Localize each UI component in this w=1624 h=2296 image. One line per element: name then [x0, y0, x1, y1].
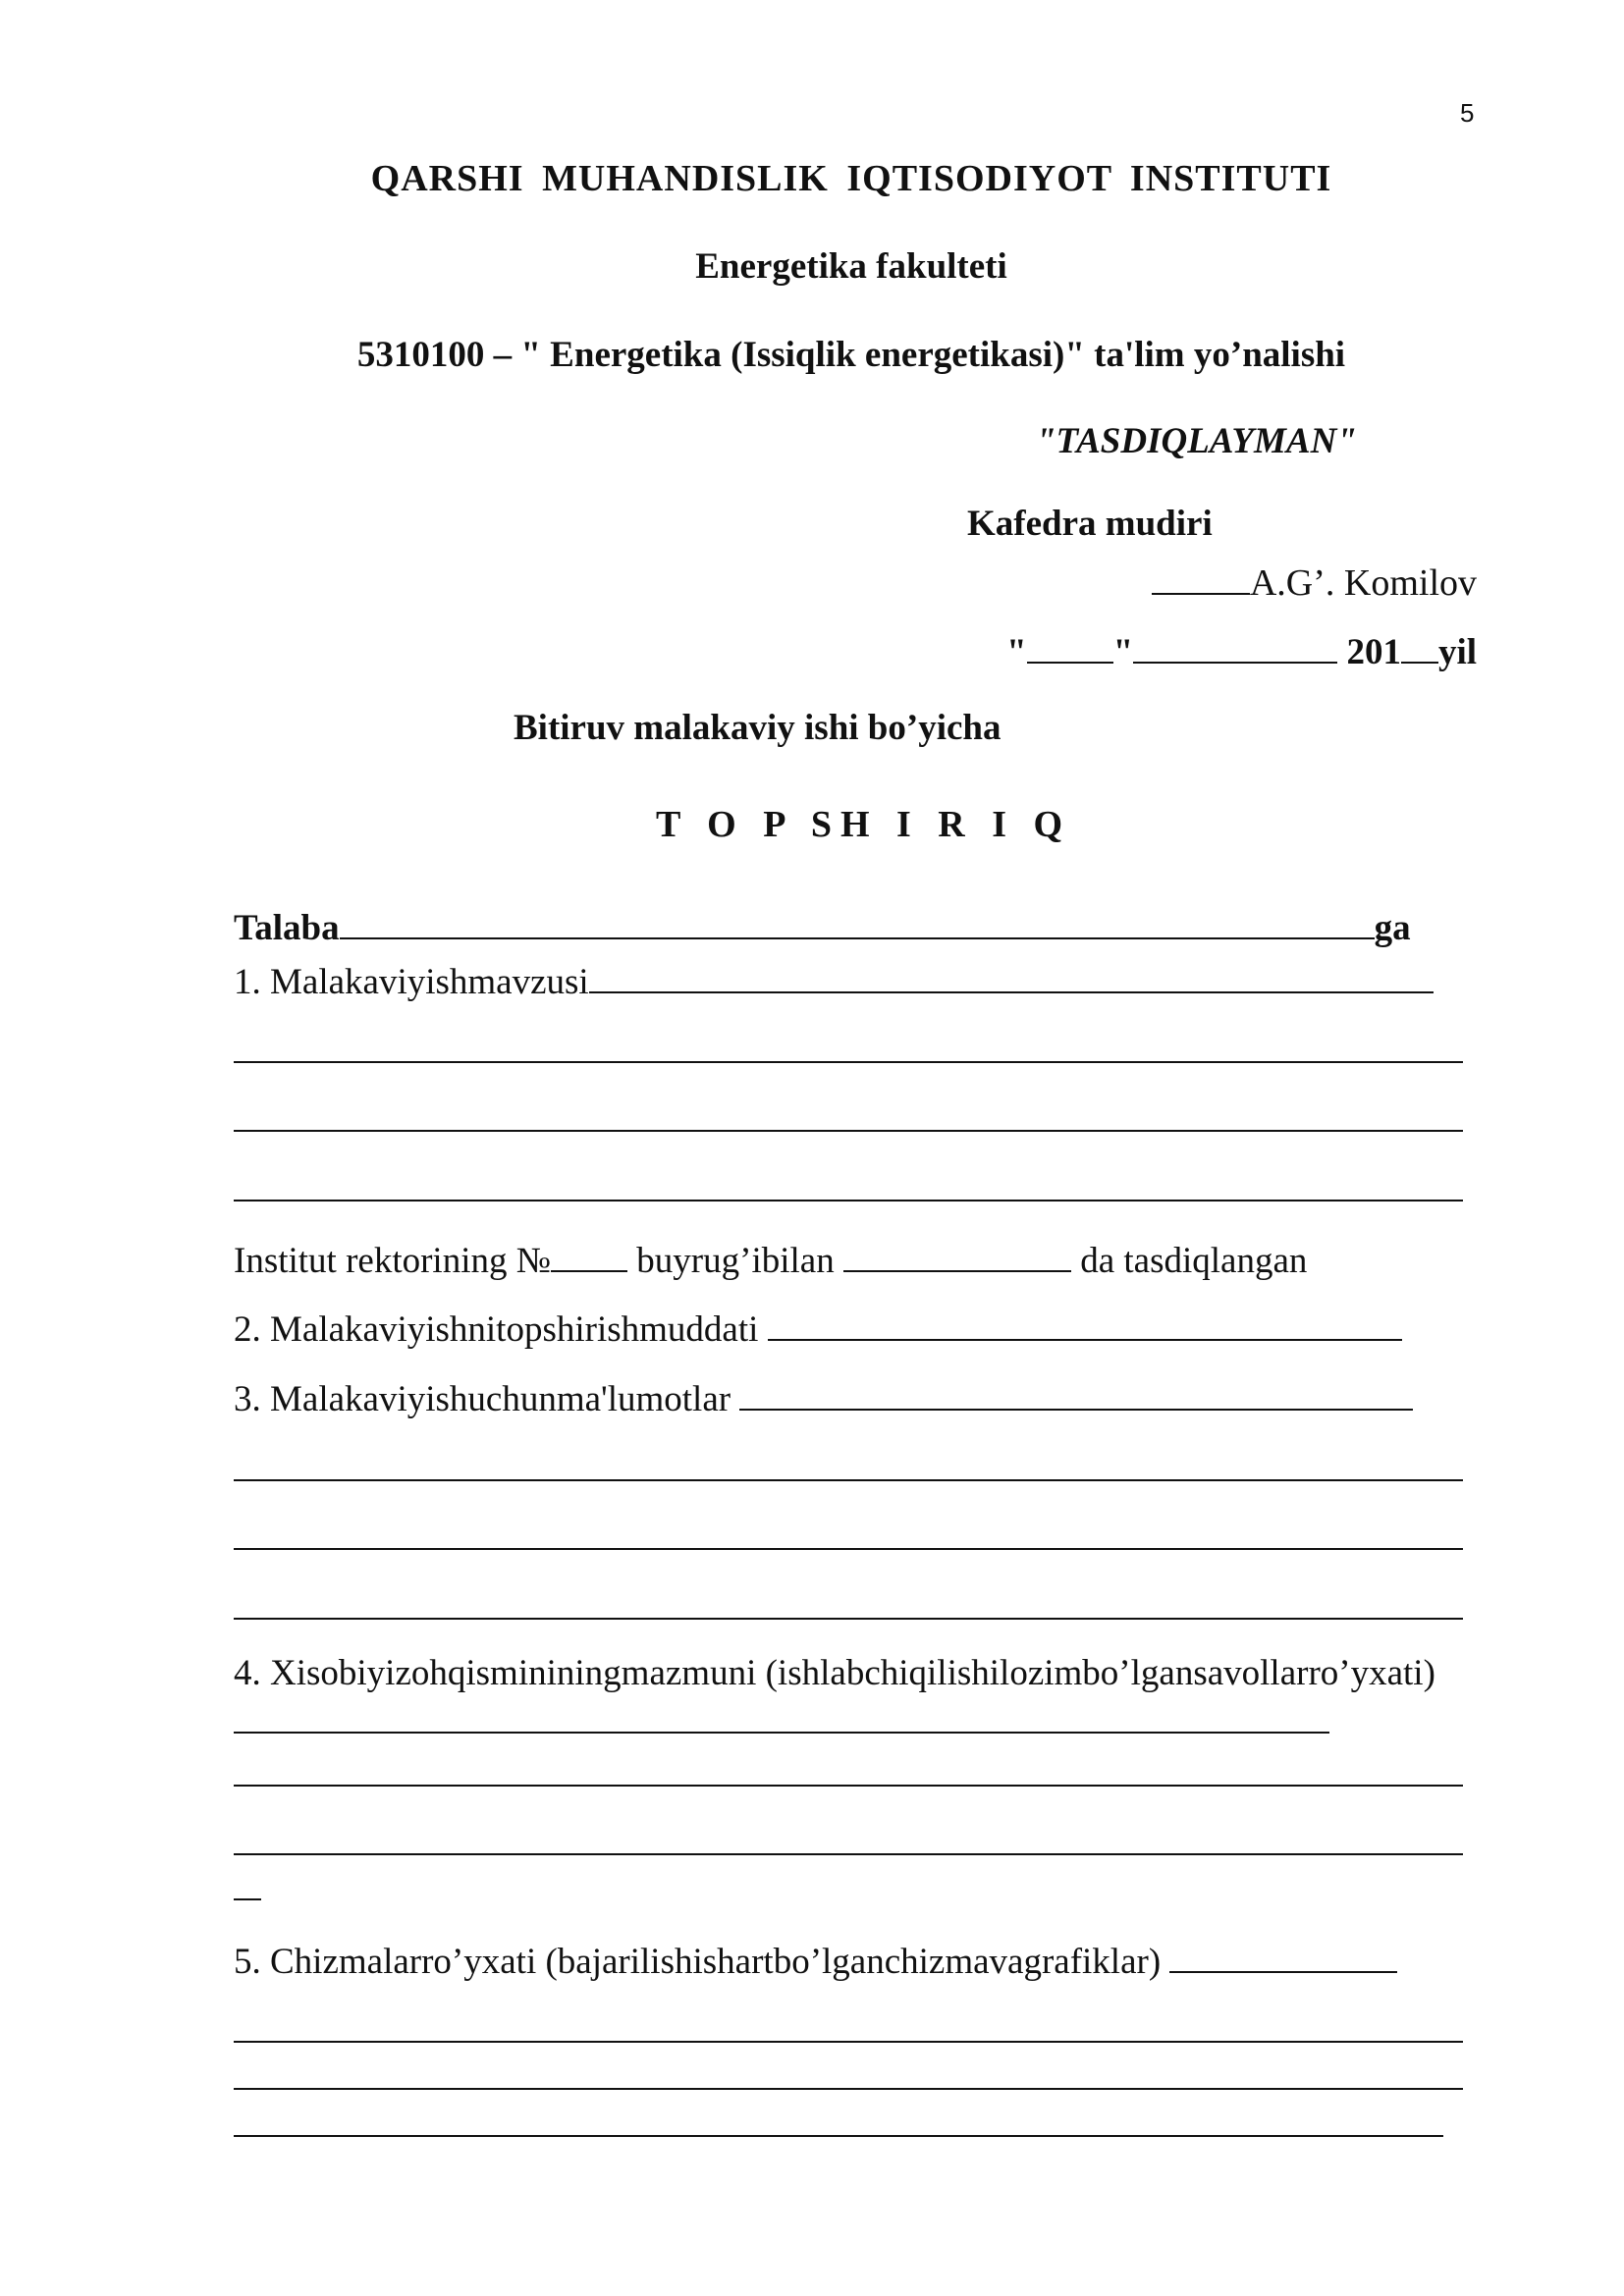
- approval-date: [1006, 625, 1477, 673]
- approved-text: da tasdiqlangan: [1070, 1241, 1308, 1281]
- item-2-deadline: [234, 1303, 1402, 1351]
- faculty-name: Energetika fakulteti: [695, 246, 1007, 287]
- deadline-blank[interactable]: [768, 1303, 1402, 1341]
- department-head-title: Kafedra mudiri: [967, 504, 1213, 544]
- month-blank[interactable]: [1133, 625, 1337, 664]
- item-1-topic: [234, 955, 1434, 1003]
- topic-blank[interactable]: [589, 955, 1434, 993]
- blank-line[interactable]: [234, 1618, 1463, 1620]
- blank-line[interactable]: [234, 1130, 1463, 1132]
- study-direction: 5310100 – " Energetika (Issiqlik energetikasi)" ta'lim yo’nalishi: [356, 335, 1346, 375]
- department-head-name: A.G’. Komilov: [1249, 562, 1477, 604]
- item-3-data: [234, 1372, 1413, 1420]
- student-name-blank[interactable]: [340, 901, 1375, 939]
- date-quote-close: ": [1112, 632, 1134, 672]
- item-2-label: 2. Malakaviyishnitopshirishmuddati: [234, 1309, 768, 1350]
- data-blank[interactable]: [739, 1372, 1413, 1411]
- signature-blank[interactable]: [1152, 556, 1250, 595]
- document-subtitle: Bitiruv malakaviy ishi bo’yicha: [514, 708, 1001, 748]
- item-3-label: 3. Malakaviyishuchunma'lumotlar: [234, 1379, 740, 1419]
- approval-stamp-text: "TASDIQLAYMAN": [1036, 421, 1357, 461]
- institute-name: QARSHI MUHANDISLIK IQTISODIYOT INSTITUTI: [370, 158, 1332, 199]
- blank-line[interactable]: [234, 1200, 1463, 1201]
- student-field: [234, 901, 1411, 949]
- blank-line[interactable]: [234, 1785, 1463, 1787]
- date-year: 201: [1346, 632, 1401, 672]
- item-4-label: 4. Xisobiyizohqismininingmazmuni (ishlabchiqilishilozimbo’lgansavollarro’yxati): [234, 1653, 1435, 1693]
- blank-line[interactable]: [234, 1898, 261, 1900]
- day-blank[interactable]: [1027, 625, 1113, 664]
- student-label: Talaba: [234, 908, 340, 948]
- rector-order-line: [234, 1234, 1307, 1282]
- blank-line[interactable]: [234, 1853, 1463, 1855]
- drawings-blank[interactable]: [1169, 1935, 1397, 1973]
- date-quote-open: ": [1006, 632, 1027, 672]
- rector-order-label: Institut rektorining №: [234, 1241, 552, 1281]
- date-suffix: yil: [1437, 632, 1477, 672]
- blank-line[interactable]: [234, 1479, 1463, 1481]
- page-number: 5: [1460, 98, 1475, 128]
- order-date-blank[interactable]: [843, 1234, 1071, 1272]
- blank-line[interactable]: [234, 1732, 1329, 1734]
- order-number-blank[interactable]: [551, 1234, 627, 1272]
- item-5-label: 5. Chizmalarro’yxati (bajarilishishartbo’lganchizmavagrafiklar): [234, 1942, 1170, 1982]
- blank-line[interactable]: [234, 2041, 1463, 2043]
- blank-line[interactable]: [234, 2088, 1463, 2090]
- order-text: buyrug’ibilan: [627, 1241, 843, 1281]
- blank-line[interactable]: [234, 2135, 1443, 2137]
- student-suffix: ga: [1374, 908, 1411, 948]
- item-5-drawings: [234, 1935, 1397, 1983]
- document-title: T O P SH I R I Q: [656, 804, 1072, 845]
- department-head-signature: [1152, 556, 1477, 605]
- blank-line[interactable]: [234, 1061, 1463, 1063]
- item-4-contents: [234, 1652, 1435, 1694]
- blank-line[interactable]: [234, 1548, 1463, 1550]
- item-1-label: 1. Malakaviyishmavzusi: [234, 962, 589, 1002]
- year-blank[interactable]: [1401, 625, 1438, 664]
